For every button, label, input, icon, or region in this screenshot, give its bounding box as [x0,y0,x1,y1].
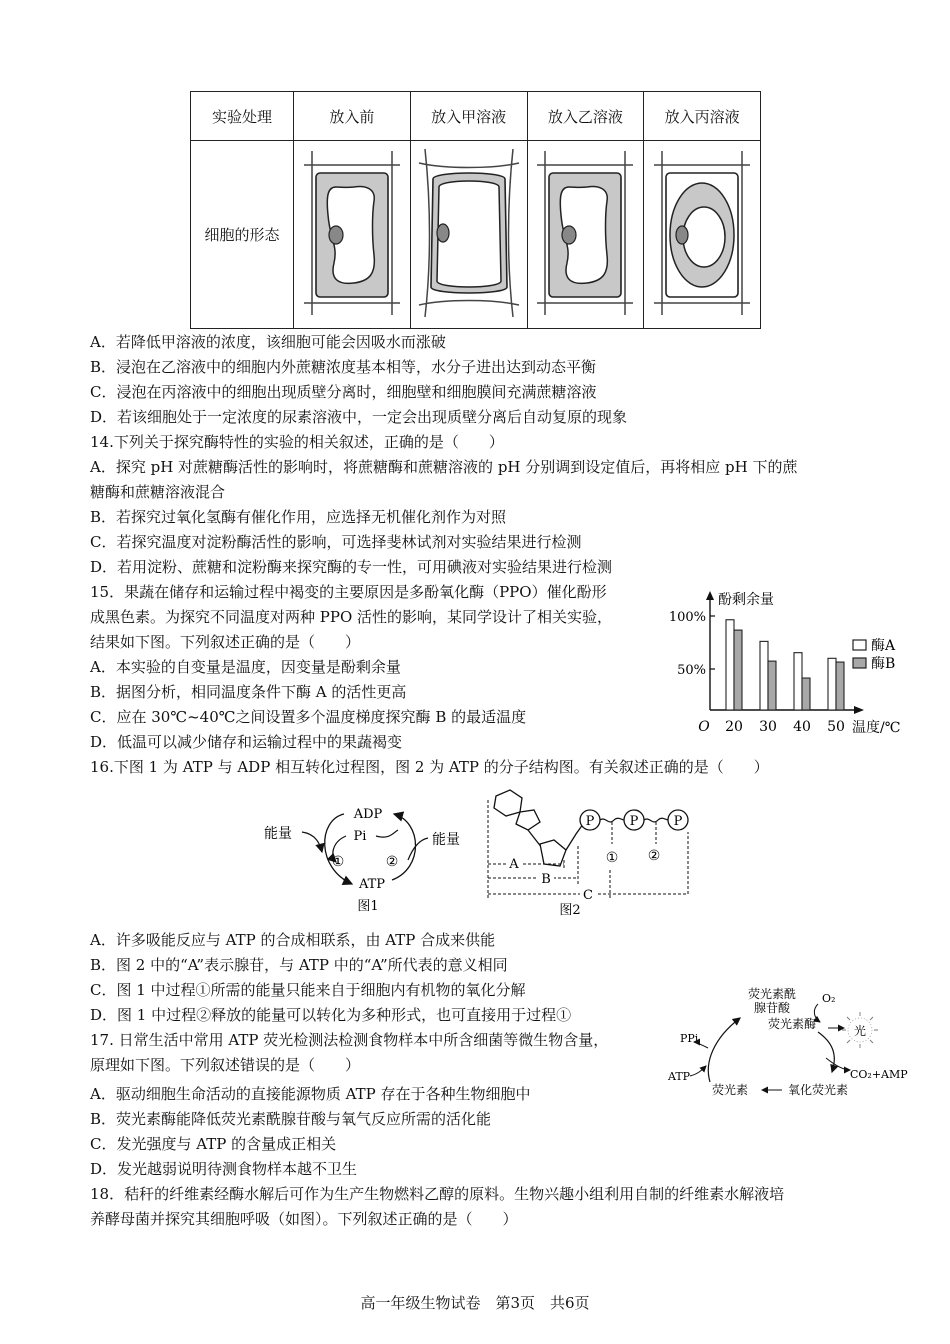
q14-stem: 14.下列关于探究酶特性的实验的相关叙述，正确的是（ ） [90,433,504,451]
xtick-50: 50 [827,719,845,735]
legend-label-b: 酶B [871,656,896,672]
q15-stem-2: 成黑色素。为探究不同温度对两种 PPO 活性的影响，某同学设计了相关实验， [90,608,613,626]
luc-luciferin: 荧光素 [711,1083,749,1097]
fig1-atp: ATP [358,877,386,892]
q16-option-b: B．图 2 中的“A”表示腺苷，与 ATP 中的“A”所代表的意义相同 [90,956,508,974]
q13-option-d: D．若该细胞处于一定浓度的尿素溶液中，一定会出现质壁分离后自动复原的现象 [90,408,628,426]
bar-b-40 [802,678,810,710]
fig2-caption: 图2 [559,903,581,918]
row-label: 细胞的形态 [191,141,294,329]
bar-b-50 [836,662,844,710]
bar-b-20 [734,630,742,710]
cell-jia [410,141,527,329]
q17-option-a: A．驱动细胞生命活动的直接能源物质 ATP 存在于各种生物细胞中 [90,1085,531,1103]
bar-a-40 [794,653,802,710]
q17-option-b: B．荧光素酶能降低荧光素酰腺苷酸与氧气反应所需的活化能 [90,1110,492,1128]
chart-ytick-100: 100% [668,610,706,625]
q13-option-a: A．若降低甲溶液的浓度，该细胞可能会因吸水而涨破 [90,333,446,351]
luc-light: 光 [853,1024,867,1038]
fig2-phosphate: P [629,814,639,829]
figure-2-atp-structure [482,786,696,920]
bar-a-50 [828,658,836,710]
luc-atp: ATP [668,1070,691,1083]
q14-option-b: B．若探究过氧化氢酶有催化作用，应选择无机催化剂作为对照 [90,508,507,526]
experiment-table [190,91,761,329]
q17-stem-1: 17. 日常生活中常用 ATP 荧光检测法检测食物样本中所含细菌等微生物含量， [90,1031,609,1049]
fig2-bond-2: ② [647,848,661,864]
cell-before-illustration [298,145,406,321]
q17-stem-2: 原理如下图。下列叙述错误的是（ ） [90,1056,361,1074]
xtick-20: 20 [725,719,743,735]
legend-swatch-b [853,658,866,668]
q14-option-d: D．若用淀粉、蔗糖和淀粉酶来探究酶的专一性，可用碘液对实验结果进行检测 [90,558,613,576]
chart-ytick-50: 50% [677,663,706,678]
fig1-energy-right: 能量 [432,832,460,848]
table-header: 放入乙溶液 [527,92,644,141]
chart-xlabel: 温度/℃ [852,720,901,736]
q15-option-c: C．应在 30℃~40℃之间设置多个温度梯度探究酶 B 的最适温度 [90,708,527,726]
bar-b-30 [768,661,776,710]
table-header: 放入甲溶液 [410,92,527,141]
q15-option-a: A．本实验的自变量是温度，因变量是酚剩余量 [90,658,401,676]
chart-ylabel: 酚剩余量 [718,592,774,608]
xtick-30: 30 [759,719,777,735]
q15-option-b: B．据图分析，相同温度条件下酶 A 的活性更高 [90,683,407,701]
q18-line-2: 养酵母菌并探究其细胞呼吸（如图）。下列叙述正确的是（ ） [90,1210,518,1228]
fig2-label-a: A [509,857,519,872]
q17-option-d: D．发光越弱说明待测食物样本越不卫生 [90,1160,358,1178]
fig1-process-2: ② [385,854,399,870]
luc-co2-amp: CO₂+AMP [850,1068,908,1081]
fig2-label-b: B [541,872,551,887]
legend-swatch-a [853,640,866,650]
fig1-process-1: ① [331,854,345,870]
cell-bing-illustration [648,145,756,321]
page-footer: 高一年级生物试卷 第3页 共6页 [360,1294,590,1312]
bar-a-20 [726,620,734,710]
q15-option-d: D．低温可以减少储存和运输过程中的果蔬褐变 [90,733,403,751]
phenol-chart [668,586,908,742]
q15-stem-1: 15．果蔬在储存和运输过程中褐变的主要原因是多酚氧化酶（PPO）催化酚形 [90,583,607,601]
q16-option-a: A．许多吸能反应与 ATP 的合成相联系，由 ATP 合成来供能 [90,931,496,949]
q15-stem-3: 结果如下图。下列叙述正确的是（ ） [90,633,361,651]
cell-yi [527,141,644,329]
q13-option-c: C．浸泡在丙溶液中的细胞出现质壁分离时，细胞壁和细胞膜间充满蔗糖溶液 [90,383,597,401]
luc-top-line-1: 荧光素酰 [747,987,797,1001]
luc-top-line-2: 腺苷酸 [753,1001,791,1015]
q14-option-c: C．若探究温度对淀粉酶活性的影响，可选择斐林试剂对实验结果进行检测 [90,533,582,551]
table-header: 放入丙溶液 [644,92,761,141]
fig2-label-c: C [583,888,593,903]
chart-origin: O [698,719,710,735]
fig1-energy-left: 能量 [264,826,292,842]
luc-oxyluciferin: 氧化荧光素 [787,1083,849,1097]
table-header: 实验处理 [191,92,294,141]
q17-option-c: C．发光强度与 ATP 的含量成正相关 [90,1135,337,1153]
q13-option-b: B．浸泡在乙溶液中的细胞内外蔗糖浓度基本相等，水分子进出达到动态平衡 [90,358,597,376]
fig1-pi: Pi [353,829,367,844]
table-header: 放入前 [294,92,411,141]
fig2-bond-1: ① [605,850,619,866]
figure-1-atp-adp-cycle [258,800,478,920]
cell-yi-illustration [531,145,639,321]
fig1-arrow-synthesis [325,814,352,884]
q16-stem: 16.下图 1 为 ATP 与 ADP 相互转化过程图，图 2 为 ATP 的分子结构图。有关叙述正确的是（ ） [90,758,769,776]
fig1-caption: 图1 [357,899,379,914]
fig2-phosphate: P [585,814,595,829]
cell-jia-illustration [415,145,523,321]
luc-ppi: PPi [680,1032,699,1045]
q16-option-c: C．图 1 中过程①所需的能量只能来自于细胞内有机物的氧化分解 [90,981,526,999]
xtick-40: 40 [793,719,811,735]
fig1-arrow-hydrolysis [392,814,416,880]
fig1-adp: ADP [353,807,383,822]
cell-before [294,141,411,329]
luc-o2: O₂ [822,992,836,1005]
legend-label-a: 酶A [871,638,896,654]
luc-enzyme: 荧光素酶 [767,1017,817,1031]
luciferase-diagram [660,982,916,1098]
q16-option-d: D．图 1 中过程②释放的能量可以转化为多种形式，也可直接用于过程① [90,1006,572,1024]
bar-a-30 [760,641,768,710]
q14-option-a-cont: 糖酶和蔗糖溶液混合 [90,483,226,501]
q18-line-1: 18．秸秆的纤维素经酶水解后可作为生产生物燃料乙醇的原料。生物兴趣小组利用自制的纤维素水解液培 [90,1185,785,1203]
cell-bing [644,141,761,329]
fig2-phosphate: P [673,814,683,829]
q14-option-a: A．探究 pH 对蔗糖酶活性的影响时，将蔗糖酶和蔗糖溶液的 pH 分别调到设定值后，再将相应 pH 下的蔗 [90,458,798,476]
